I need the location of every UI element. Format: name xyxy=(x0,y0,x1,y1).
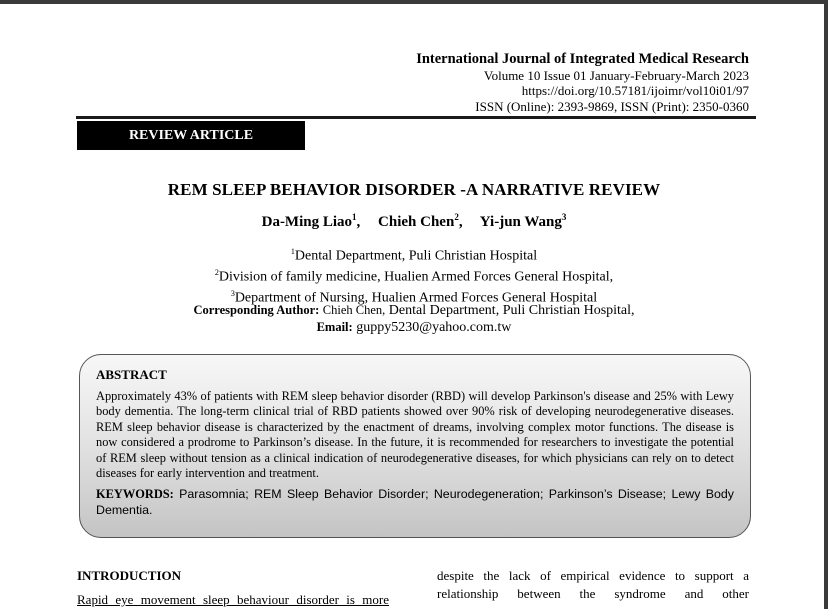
journal-issn: ISSN (Online): 2393-9869, ISSN (Print): 2350-0360 xyxy=(475,98,749,114)
affiliation-text: Division of family medicine, Hualien Armed Forces General Hospital, xyxy=(218,269,614,285)
affiliation-item xyxy=(0,244,828,265)
email-label: Email: xyxy=(316,320,353,334)
abstract-box xyxy=(79,354,751,538)
journal-header xyxy=(416,52,749,114)
body-text-line: despite the lack of empirical evidence to support a xyxy=(437,568,749,583)
journal-doi[interactable]: https://doi.org/10.57181/ijoimr/vol10i01/97 xyxy=(521,83,749,98)
affiliation-list xyxy=(0,244,828,307)
affiliation-marker: 3 xyxy=(230,289,235,299)
author-separator: , xyxy=(356,214,361,230)
author-name: Yi-jun Wang xyxy=(479,214,562,230)
keywords xyxy=(96,487,734,518)
affiliation-item xyxy=(0,265,828,286)
affiliation-marker: 2 xyxy=(214,268,219,278)
author-name: Da-Ming Liao xyxy=(261,214,353,230)
journal-name: International Journal of Integrated Medical Research xyxy=(416,51,749,67)
body-text-line: relationship between the syndrome and other xyxy=(437,585,749,601)
corresponding-affiliation: Dental Department, Puli Christian Hospital, xyxy=(388,303,635,318)
author-affiliation-marker: 3 xyxy=(561,212,567,222)
corresponding-label: Corresponding Author: xyxy=(193,303,320,317)
viewer-top-border xyxy=(0,0,828,4)
corresponding-name: Chieh Chen, xyxy=(322,303,386,317)
abstract-text: Approximately 43% of patients with REM sleep behavior disorder (RBD) will develop Parkinson's disease and 25% with Lewy body dementia. The long-term clinical trial of RBD patients showed over 90% risk of developing neurodegenerative diseases. REM sleep behavior disease is characterized by the enactment of dreams, involving complex motor functions. The disease is now considered a prodrome to Parkinson’s disease. In the future, it is recommended for researchers to investigate the potential of REM sleep without tension as a clinical indication of neurodegenerative diseases, for which physicians can rely on to detect diseases for early intervention and treatment. xyxy=(96,389,734,481)
introduction-left-text: Rapid eye movement sleep behaviour disorder is more xyxy=(77,592,389,607)
author-name: Chieh Chen xyxy=(378,214,455,230)
keywords-label: KEYWORDS: xyxy=(96,487,174,502)
keywords-text: Parasomnia; REM Sleep Behavior Disorder; Neurodegeneration; Parkinson’s Disease; Lewy Body Dementia. xyxy=(96,487,734,517)
author-list xyxy=(0,212,828,231)
affiliation-text: Department of Nursing, Hualien Armed Forces General Hospital xyxy=(234,290,598,306)
paper-title: REM SLEEP BEHAVIOR DISORDER -A NARRATIVE REVIEW xyxy=(167,180,661,199)
affiliation-text: Dental Department, Puli Christian Hospital xyxy=(294,248,538,264)
email-address[interactable]: guppy5230@yahoo.com.tw xyxy=(356,320,512,335)
author-affiliation-marker: 2 xyxy=(454,212,459,222)
abstract-heading: ABSTRACT xyxy=(96,367,167,382)
journal-volume-issue: Volume 10 Issue 01 January-February-March 2023 xyxy=(483,67,749,83)
introduction-heading: INTRODUCTION xyxy=(77,568,182,583)
article-type-badge: REVIEW ARTICLE xyxy=(77,121,305,150)
introduction-right-column xyxy=(437,567,749,602)
corresponding-author xyxy=(0,302,828,336)
header-rule xyxy=(76,116,756,119)
author-affiliation-marker: 1 xyxy=(352,212,357,222)
author-separator: , xyxy=(458,214,463,230)
affiliation-marker: 1 xyxy=(290,247,295,256)
